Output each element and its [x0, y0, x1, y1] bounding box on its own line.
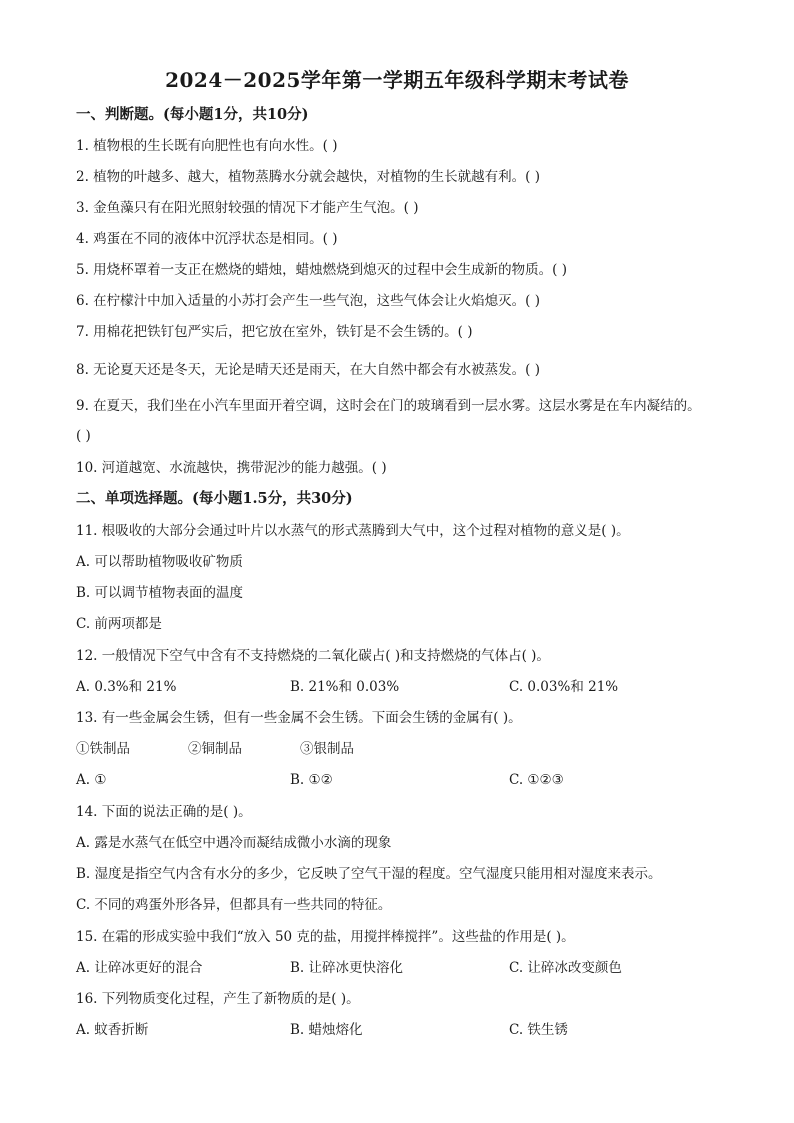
question-13-option-a: A. ① [76, 772, 107, 788]
question-13-item-2: ②铜制品 [188, 741, 242, 757]
question-11-option-b: B. 可以调节植物表面的温度 [76, 585, 244, 601]
section-heading-true-false: 一、判断题。(每小题1分，共10分) [76, 106, 309, 123]
question-13-stem: 13. 有一些金属会生锈，但有一些金属不会生锈。下面会生锈的金属有( )。 [76, 710, 522, 726]
question-11-stem: 11. 根吸收的大部分会通过叶片以水蒸气的形式蒸腾到大气中，这个过程对植物的意义是( )。 [76, 523, 630, 539]
question-15-option-b: B. 让碎冰更快溶化 [290, 960, 404, 976]
question-16-option-c: C. 铁生锈 [509, 1022, 568, 1038]
question-9: 9. 在夏天，我们坐在小汽车里面开着空调，这时会在门的玻璃看到一层水雾。这层水雾是在车内凝结的。 [76, 398, 701, 414]
question-3: 3. 金鱼藻只有在阳光照射较强的情况下才能产生气泡。( ) [76, 200, 419, 216]
section-heading-multiple-choice: 二、单项选择题。(每小题1.5分，共30分) [76, 490, 353, 507]
question-14-stem: 14. 下面的说法正确的是( )。 [76, 804, 252, 820]
question-1: 1. 植物根的生长既有向肥性也有向水性。( ) [76, 138, 338, 154]
question-12-stem: 12. 一般情况下空气中含有不支持燃烧的二氧化碳占( )和支持燃烧的气体占( )。 [76, 648, 550, 664]
question-9-answer-blank: ( ) [76, 428, 91, 444]
question-14-option-a: A. 露是水蒸气在低空中遇冷而凝结成微小水滴的现象 [76, 835, 392, 851]
question-10: 10. 河道越宽、水流越快，携带泥沙的能力越强。( ) [76, 460, 387, 476]
question-5: 5. 用烧杯罩着一支正在燃烧的蜡烛，蜡烛燃烧到熄灭的过程中会生成新的物质。( ) [76, 262, 567, 278]
question-12-option-b: B. 21%和 0.03% [290, 679, 400, 695]
question-13-item-1: ①铁制品 [76, 741, 130, 757]
question-12-option-c: C. 0.03%和 21% [509, 679, 619, 695]
question-13-option-c: C. ①②③ [509, 772, 564, 788]
question-13-option-b: B. ①② [290, 772, 333, 788]
question-15-option-a: A. 让碎冰更好的混合 [76, 960, 203, 976]
question-8: 8. 无论夏天还是冬天，无论是晴天还是雨天，在大自然中都会有水被蒸发。( ) [76, 362, 540, 378]
question-4: 4. 鸡蛋在不同的液体中沉浮状态是相同。( ) [76, 231, 338, 247]
question-2: 2. 植物的叶越多、越大，植物蒸腾水分就会越快，对植物的生长就越有利。( ) [76, 169, 540, 185]
question-11-option-c: C. 前两项都是 [76, 616, 162, 632]
question-7: 7. 用棉花把铁钉包严实后，把它放在室外，铁钉是不会生锈的。( ) [76, 324, 473, 340]
question-14-option-b: B. 湿度是指空气内含有水分的多少，它反映了空气干湿的程度。空气湿度只能用相对湿度来表示。 [76, 866, 662, 882]
question-16-option-b: B. 蜡烛熔化 [290, 1022, 363, 1038]
page-title: 2024－2025学年第一学期五年级科学期末考试卷 [165, 68, 629, 92]
question-15-option-c: C. 让碎冰改变颜色 [509, 960, 622, 976]
question-15-stem: 15. 在霜的形成实验中我们“放入 50 克的盐，用搅拌棒搅拌”。这些盐的作用是( )。 [76, 929, 575, 945]
question-13-item-3: ③银制品 [300, 741, 354, 757]
question-6: 6. 在柠檬汁中加入适量的小苏打会产生一些气泡，这些气体会让火焰熄灭。( ) [76, 293, 540, 309]
question-16-stem: 16. 下列物质变化过程，产生了新物质的是( )。 [76, 991, 360, 1007]
question-14-option-c: C. 不同的鸡蛋外形各异，但都具有一些共同的特征。 [76, 897, 392, 913]
question-16-option-a: A. 蚊香折断 [76, 1022, 149, 1038]
question-11-option-a: A. 可以帮助植物吸收矿物质 [76, 554, 243, 570]
question-12-option-a: A. 0.3%和 21% [76, 679, 177, 695]
